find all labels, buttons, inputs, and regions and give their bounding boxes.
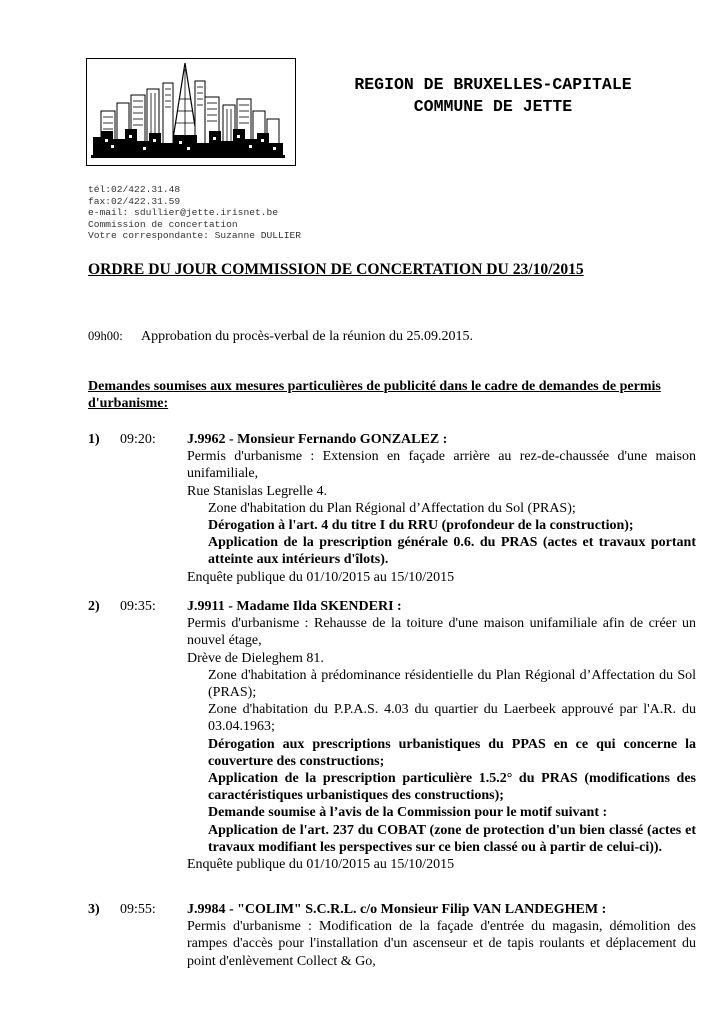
approval-time: 09h00:	[88, 329, 123, 343]
item-derogation: Dérogation à l'art. 4 du titre I du RRU (profondeur de la construction);	[208, 518, 634, 534]
item-permit: Permis d'urbanisme : Modification de la façade d'entrée du magasin, démolition des rampes d'accès pour l'installation d'un ascenseur et de tapis roulants et déplacement du point d'enlèvement Collect & Go,	[187, 919, 696, 969]
agenda-item	[88, 598, 696, 873]
item-permit: Permis d'urbanisme : Extension en façade arrière au rez-de-chaussée d'une maison unifamiliale,	[187, 449, 696, 482]
contact-fax: fax:02/422.31.59	[88, 195, 181, 207]
item-zone: Zone d'habitation du Plan Régional d’Affectation du Sol (PRAS);	[208, 500, 576, 516]
item-reference: J.9911 - Madame Ilda SKENDERI :	[187, 599, 402, 614]
city-skyline-logo	[86, 58, 296, 166]
region-title: REGION DE BRUXELLES-CAPITALE	[354, 75, 632, 94]
approval-line	[88, 329, 473, 345]
contact-block	[88, 184, 301, 242]
item-zone-ppas: Zone d'habitation du P.P.A.S. 4.03 du quartier du Laerbeek approuvé par l'A.R. du 03.04.1963;	[208, 702, 696, 735]
section-heading: Demandes soumises aux mesures particulières de publicité dans le cadre de demandes de permis d'urbanisme:	[88, 379, 661, 411]
item-reference: J.9984 - "COLIM" S.C.R.L. c/o Monsieur Filip VAN LANDEGHEM :	[187, 902, 607, 917]
item-avis: Demande soumise à l’avis de la Commission pour le motif suivant :	[208, 805, 608, 821]
item-application: Application de la prescription générale 0.6. du PRAS (actes et travaux portant atteinte aux intérieurs d'îlots).	[208, 535, 696, 568]
item-address: Drève de Dieleghem 81.	[187, 650, 324, 666]
contact-email: e-mail: sdullier@jette.irisnet.be	[88, 207, 278, 219]
item-reference: J.9962 - Monsieur Fernando GONZALEZ :	[187, 432, 448, 447]
contact-correspondent: Votre correspondante: Suzanne DULLIER	[88, 230, 302, 242]
item-number: 1)	[88, 432, 100, 447]
contact-phone: tél:02/422.31.48	[88, 184, 181, 195]
item-address: Rue Stanislas Legrelle 4.	[187, 483, 327, 499]
item-application: Application de la prescription particulière 1.5.2° du PRAS (modifications des caractéristiques urbanistiques des constructions);	[208, 771, 696, 804]
contact-commission: Commission de concertation	[88, 218, 238, 230]
approval-text: Approbation du procès-verbal de la réunion du 25.09.2015.	[140, 329, 473, 344]
item-number: 3)	[88, 902, 100, 917]
item-time: 09:20:	[120, 432, 156, 447]
agenda-item	[88, 901, 696, 970]
agenda-item	[88, 431, 696, 586]
page-title: ORDRE DU JOUR COMMISSION DE CONCERTATION DU 23/10/2015	[88, 261, 584, 278]
item-derogation: Dérogation aux prescriptions urbanistiques du PPAS en ce qui concerne la couverture des constructions;	[208, 736, 696, 769]
item-enquete: Enquête publique du 01/10/2015 au 15/10/2015	[187, 569, 455, 585]
commune-title: COMMUNE DE JETTE	[413, 97, 573, 116]
item-zone: Zone d'habitation à prédominance résidentielle du Plan Régional d’Affectation du Sol (PRAS);	[208, 667, 696, 701]
item-permit: Permis d'urbanisme : Rehausse de la toiture d'une maison unifamiliale afin de créer un nouvel étage,	[187, 616, 696, 649]
item-time: 09:35:	[120, 599, 156, 614]
item-enquete: Enquête publique du 01/10/2015 au 15/10/2015	[187, 857, 455, 873]
item-application-cobat: Application de l'art. 237 du COBAT (zone de protection d'un bien classé (actes et travaux modifiant les perspectives sur ce bien classé ou à partir de celui-ci)).	[208, 822, 696, 855]
item-time: 09:55:	[120, 902, 156, 917]
skyline-icon	[87, 59, 295, 165]
item-number: 2)	[88, 599, 100, 614]
